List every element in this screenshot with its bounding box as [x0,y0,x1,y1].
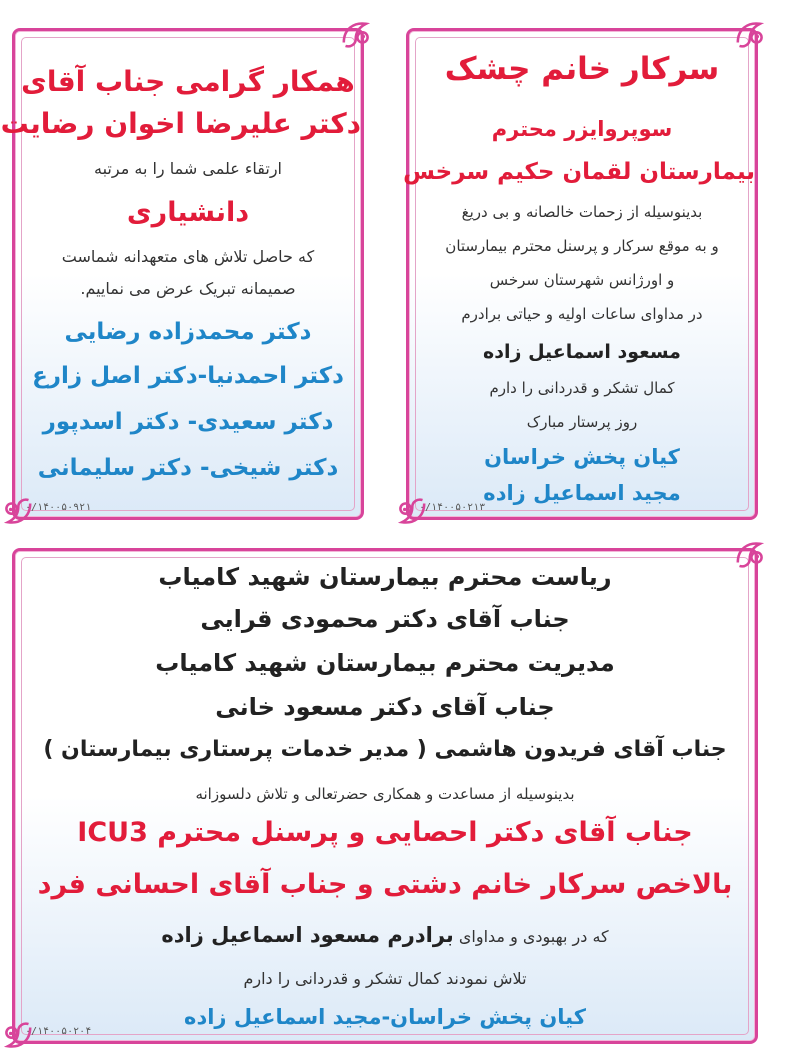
ad-bottom-line-3: مدیریت محترم بیمارستان شهید کامیاب [155,649,615,677]
floral-corner-icon [3,495,37,529]
ad-right-line-11: کیان پخش خراسان [484,445,680,469]
ad-box-left [0,28,364,520]
ad-bottom-line-10: تلاش نمودند کمال تشکر و قدردانی را دارم [243,969,527,988]
ad-left-line-5: که حاصل تلاش های متعهدانه شماست [61,247,315,266]
ad-right-line-1: سرکار خانم چشک [444,51,720,87]
ad-bottom-line-7: جناب آقای دکتر احصایی و پرسنل محترم ICU3 [77,817,693,848]
ad-right-line-10: روز پرستار مبارک [526,413,638,431]
ad-left-line-9: دکتر سعیدی- دکتر اسدپور [42,409,334,435]
ad-right-code: ۰/۱۴۰۰۵۰۲۱۳ [419,502,486,513]
ad-bottom-line-4: جناب آقای دکتر مسعود خانی [215,693,555,721]
ad-bottom-line-2: جناب آقای دکتر محمودی قرایی [200,605,570,633]
ad-box-right [403,28,758,520]
ad-left-line-1: همکار گرامی جناب آقای [21,65,355,98]
ad-right-line-8: مسعود اسماعیل زاده [483,341,681,363]
floral-corner-icon [731,17,765,51]
ad-bottom-line-9 [15,923,755,947]
ad-bottom-line-1: ریاست محترم بیمارستان شهید کامیاب [158,563,612,591]
ad-bottom-line-5: جناب آقای فریدون هاشمی ( مدیر خدمات پرستاری بیمارستان ) [43,737,727,762]
ad-right-line-9: کمال تشکر و قدردانی را دارم [489,379,675,397]
ad-left-line-3: ارتقاء علمی شما را به مرتبه [94,159,282,178]
ad-bottom-line-11: کیان پخش خراسان-مجید اسماعیل زاده [184,1005,586,1029]
ad-right-line-12: مجید اسماعیل زاده [483,481,681,505]
ad-right-line-3: بیمارستان لقمان حکیم سرخس [403,159,755,185]
ad-bottom-line-8: بالاخص سرکار خانم دشتی و جناب آقای احسانی فرد [37,869,733,900]
ad-left-line-10: دکتر شیخی- دکتر سلیمانی [37,455,339,481]
floral-corner-icon [3,1019,37,1053]
ad-right-line-2: سوپروایزر محترم [491,117,673,141]
floral-corner-icon [397,495,431,529]
ad-bottom-line-9a: که در بهبودی و مداوای [458,927,609,946]
ad-right-line-5: و به موقع سرکار و پرسنل محترم بیمارستان [445,237,719,255]
ad-bottom-line-6: بدینوسیله از مساعدت و همکاری حضرتعالی و تلاش دلسوزانه [195,785,575,803]
floral-corner-icon [731,537,765,571]
ad-left-line-6: صمیمانه تبریک عرض می نماییم. [80,279,296,298]
ad-left-line-4: دانشیاری [126,197,250,228]
ad-right-line-6: و اورژانس شهرستان سرخس [489,271,675,289]
ad-left-line-8: دکتر احمدنیا-دکتر اصل زارع [32,363,344,389]
ad-right-line-4: بدینوسیله از زحمات خالصانه و بی دریغ [461,203,703,221]
ad-left-code: ۰/۱۴۰۰۵۰۹۲۱ [25,502,92,513]
floral-corner-icon [337,17,371,51]
ad-left-line-7: دکتر محمدزاده رضایی [64,319,312,345]
ad-left-line-2: دکتر علیرضا اخوان رضایت [0,107,361,140]
ad-box-bottom [12,548,758,1044]
ad-right-line-7: در مداوای ساعات اولیه و حیاتی برادرم [461,305,703,323]
ad-bottom-code: ۰/۱۴۰۰۵۰۲۰۴ [25,1026,92,1037]
ad-bottom-line-9b: برادرم مسعود اسماعیل زاده [161,923,454,947]
